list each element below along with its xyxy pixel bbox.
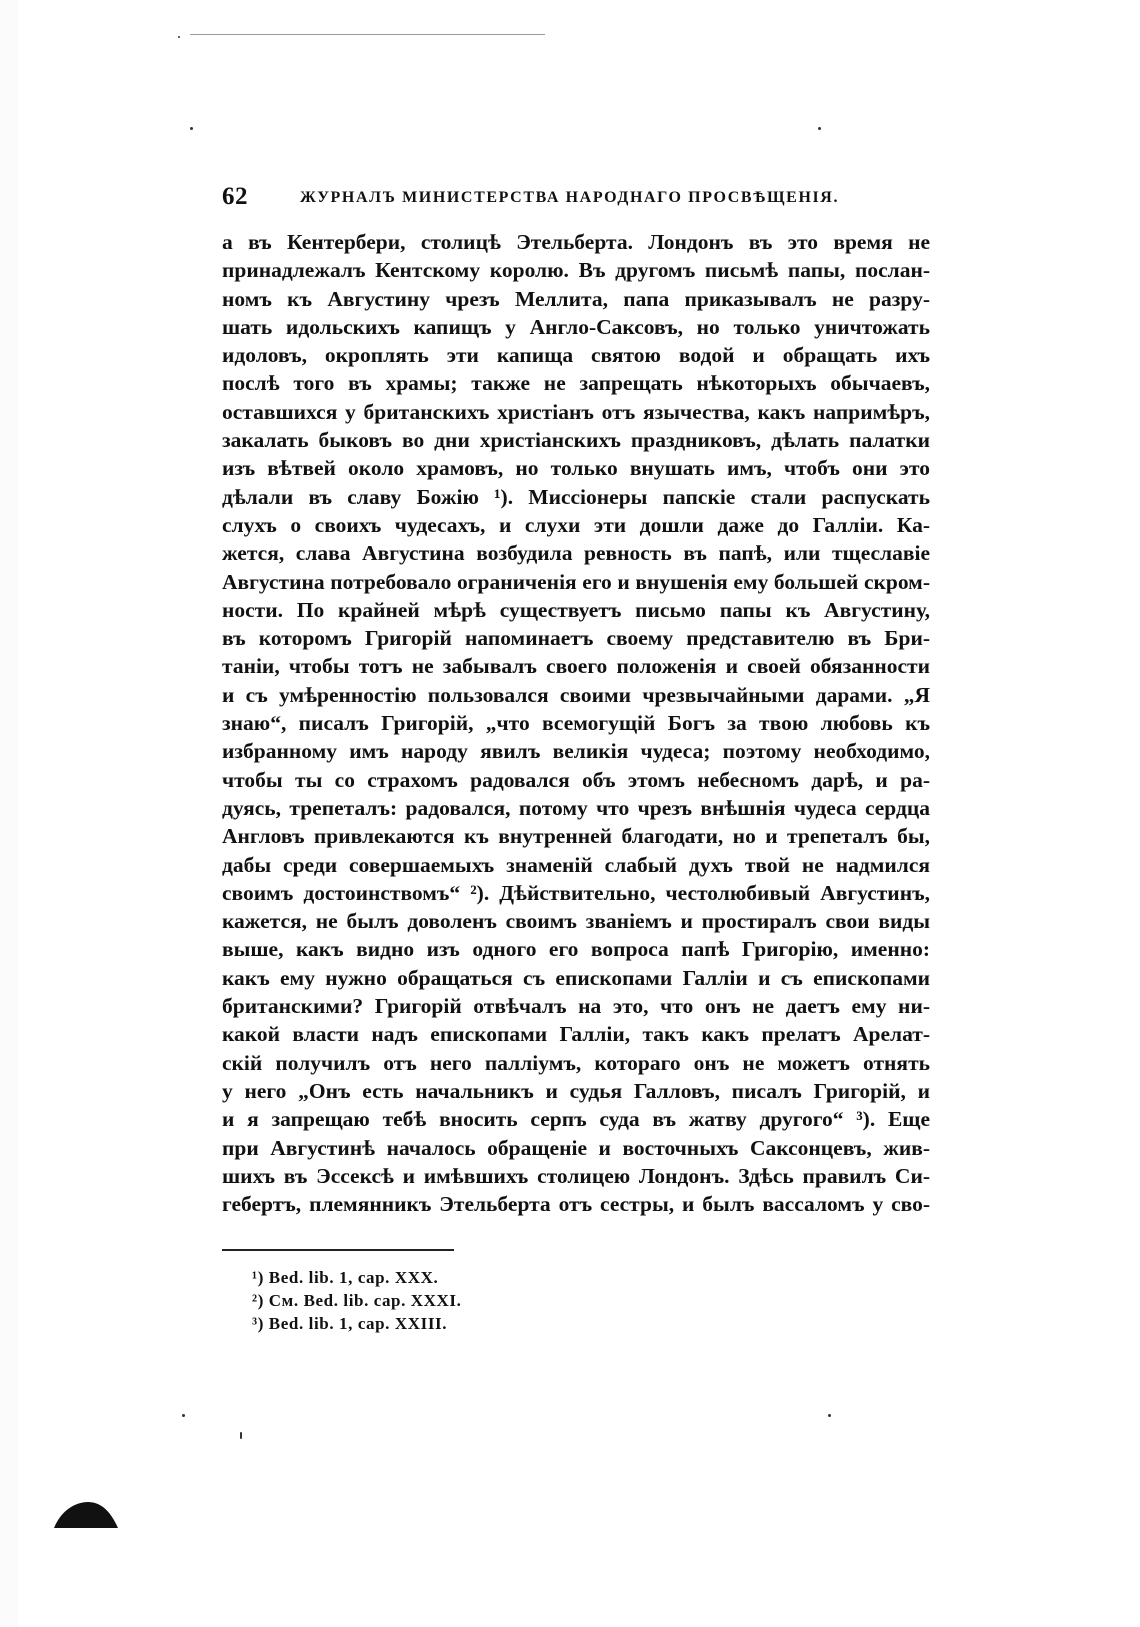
text-line: и съ умѣренностію пользовался своими чрезвычайными дарами. „Я	[222, 682, 930, 707]
footnote: ¹) Bed. lib. 1, cap. XXX.	[252, 1268, 439, 1287]
scan-speck	[828, 1414, 831, 1417]
text-line: шать идольскихъ капищъ у Англо-Саксовъ, но только уничтожать	[222, 314, 930, 339]
text-line: слухъ о своихъ чудесахъ, и слухи эти дошли даже до Галліи. Ка-	[222, 512, 930, 537]
running-title: ЖУРНАЛЪ МИНИСТЕРСТВА НАРОДНАГО ПРОСВѢЩЕНІЯ.	[300, 189, 840, 206]
text-line: чтобы ты со страхомъ радовался объ этомъ небесномъ дарѣ, и ра-	[222, 767, 930, 792]
scan-speck	[182, 1414, 185, 1417]
text-line: знаю“, писалъ Григорій, „что всемогущій Богъ за твою любовь къ	[222, 711, 930, 736]
scan-speck	[240, 1432, 242, 1439]
text-line: послѣ того въ храмы; также не запрещать нѣкоторыхъ обычаевъ,	[222, 371, 930, 396]
text-line: дѣлали въ славу Божію ¹). Миссіонеры папскіе стали распускать	[222, 484, 930, 509]
text-line: жется, слава Августина возбудила ревность въ папѣ, или тщеславіе	[222, 541, 930, 566]
text-line: дабы среди совершаемыхъ знаменій слабый духъ твой не надмился	[222, 852, 930, 877]
text-line: скій получилъ отъ него палліумъ, котораго онъ не можетъ отнять	[222, 1050, 930, 1075]
footnotes	[252, 1266, 652, 1335]
scan-speck	[178, 36, 180, 38]
text-line: а въ Кентербери, столицѣ Этельберта. Лондонъ въ это время не	[222, 230, 930, 254]
text-line: и я запрещаю тебѣ вносить серпъ суда въ жатву другого“ ³). Еще	[222, 1107, 930, 1132]
text-line: выше, какъ видно изъ одного его вопроса папѣ Григорію, именно:	[222, 937, 930, 962]
text-line: изъ вѣтвей около храмовъ, но только внушать имъ, чтобъ они это	[222, 456, 930, 481]
text-line: оставшихся у британскихъ христіанъ отъ язычества, какъ напримѣръ,	[222, 399, 930, 424]
text-line: принадлежалъ Кентскому королю. Въ другомъ письмѣ папы, послан-	[222, 258, 930, 283]
page-number: 62	[222, 183, 248, 210]
footnote-rule	[222, 1249, 454, 1251]
footnote: ³) Bed. lib. 1, cap. XXIII.	[252, 1314, 448, 1333]
text-line: избранному имъ народу явилъ великія чудеса; поэтому необходимо,	[222, 739, 930, 764]
scan-speck	[190, 127, 193, 130]
text-line: при Августинѣ началось обращеніе и восточныхъ Саксонцевъ, жив-	[222, 1135, 930, 1160]
text-line: кажется, не былъ доволенъ своимъ званіемъ и простиралъ свои виды	[222, 909, 930, 934]
scan-speck	[818, 127, 821, 130]
text-line: британскими? Григорій отвѣчалъ на это, что онъ не даетъ ему ни-	[222, 994, 930, 1019]
page-header	[222, 183, 840, 215]
text-line: своимъ достоинствомъ“ ²). Дѣйствительно, честолюбивый Августинъ,	[222, 880, 930, 905]
text-line: таніи, чтобы тотъ не забывалъ своего положенія и своей обязанности	[222, 654, 930, 679]
body-text	[222, 228, 930, 1218]
text-line: въ которомъ Григорій напоминаетъ своему представителю въ Бри-	[222, 626, 930, 651]
text-line: ности. По крайней мѣрѣ существуетъ письмо папы къ Августину,	[222, 597, 930, 622]
text-line: номъ къ Августину чрезъ Меллита, папа приказывалъ не разру-	[222, 286, 930, 311]
top-edge-rule	[190, 34, 545, 36]
text-line: закалать быковъ во дни христіанскихъ праздниковъ, дѣлать палатки	[222, 428, 930, 453]
scan-thumb-mark	[52, 1500, 120, 1530]
text-line: гебертъ, племянникъ Этельберта отъ сестры, и былъ вассаломъ у сво-	[222, 1192, 930, 1217]
text-line: у него „Онъ есть начальникъ и судья Галловъ, писалъ Григорій, и	[222, 1078, 930, 1103]
text-line: Англовъ привлекаются къ внутренней благодати, но и трепеталъ бы,	[222, 824, 930, 849]
text-line: какой власти надъ епископами Галліи, такъ какъ прелатъ Арелат-	[222, 1022, 930, 1047]
text-line: какъ ему нужно обращаться съ епископами Галліи и съ епископами	[222, 965, 930, 990]
scan-edge	[0, 0, 18, 1627]
text-line: идоловъ, окроплять эти капища святою водой и обращать ихъ	[222, 343, 930, 368]
footnote: ²) См. Bed. lib. cap. XXXI.	[252, 1291, 462, 1310]
text-line: Августина потребовало ограниченія его и внушенія ему большей скром-	[222, 569, 930, 594]
text-line: дуясь, трепеталъ: радовался, потому что чрезъ внѣшнія чудеса сердца	[222, 795, 930, 820]
text-line: шихъ въ Эссексѣ и имѣвшихъ столицею Лондонъ. Здѣсь правилъ Си-	[222, 1163, 930, 1188]
